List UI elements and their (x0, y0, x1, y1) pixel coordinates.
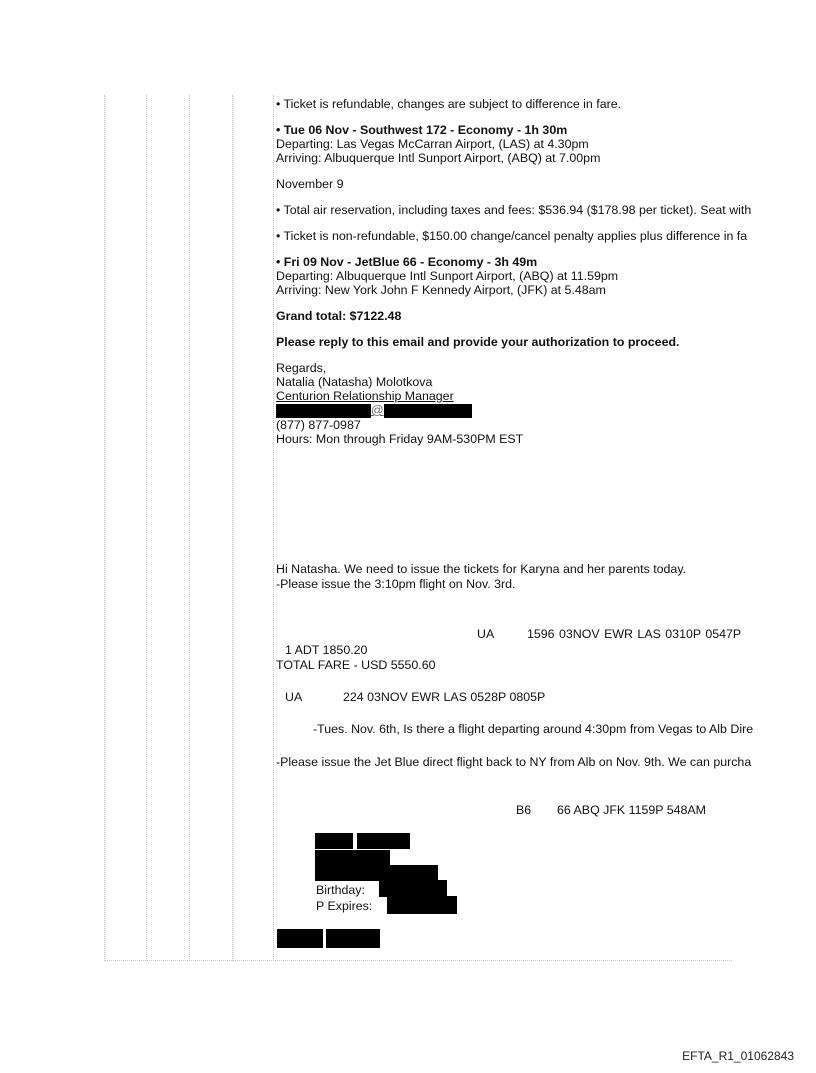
grand-total: Grand total: $7122.48 (276, 309, 402, 323)
redaction-box (326, 929, 380, 948)
closing: Regards, (276, 361, 327, 375)
b6-details: 66 ABQ JFK 1159P 548AM (557, 803, 707, 817)
expires-label: P Expires: (316, 899, 373, 913)
redaction-box (357, 833, 410, 849)
email-body (276, 97, 816, 458)
ua1596-details: 1596 03NOV EWR LAS 0310P 0547P (527, 627, 742, 641)
redaction-box (387, 896, 457, 914)
hours: Hours: Mon through Friday 9AM-530PM EST (276, 431, 524, 446)
ua1596-carrier: UA (477, 627, 495, 641)
nonrefundable-note: • Ticket is non-refundable, $150.00 change/cancel penalty applies plus difference in fa (276, 229, 748, 243)
sender-title: Centurion Relationship Manager (276, 389, 454, 403)
reply-greeting: Hi Natasha. We need to issue the tickets for Karyna and her parents today. (276, 562, 687, 576)
email-address (276, 403, 816, 418)
departing-line: Departing: Las Vegas McCarran Airport, (LAS) at 4.30pm (276, 137, 589, 151)
sender-name: Natalia (Natasha) Molotkova (276, 375, 433, 389)
reply-issue-line: -Please issue the 3:10pm flight on Nov. 3rd. (276, 577, 516, 591)
table-divider (104, 95, 105, 961)
phone: (877) 877-0987 (276, 417, 361, 432)
table-divider (146, 95, 147, 961)
redaction-box (379, 880, 447, 897)
arriving-line: Arriving: Albuquerque Intl Sunport Airport, (ABQ) at 7.00pm (276, 151, 601, 165)
authorization-request: Please reply to this email and provide your authorization to proceed. (276, 335, 680, 349)
redaction-box (315, 850, 390, 866)
table-divider (273, 95, 274, 961)
birthday-label: Birthday: (316, 883, 365, 897)
redaction-box (384, 404, 472, 418)
tues-question: -Tues. Nov. 6th, Is there a flight departing around 4:30pm from Vegas to Alb Dire (313, 722, 754, 736)
flight-nov9-block (276, 255, 816, 297)
at-sign: @ (371, 403, 384, 417)
date-heading: November 9 (276, 177, 344, 191)
ua224-details: 224 03NOV EWR LAS 0528P 0805P (343, 690, 546, 704)
flight-header: • Fri 09 Nov - JetBlue 66 - Economy - 3h 49m (276, 255, 538, 269)
table-divider (232, 95, 233, 961)
refundable-note: • Ticket is refundable, changes are subject to difference in fare. (276, 97, 622, 111)
document-id: EFTA_R1_01062843 (682, 1049, 794, 1063)
arriving-line: Arriving: New York John F Kennedy Airport, (JFK) at 5.48am (276, 283, 606, 297)
jetblue-request: -Please issue the Jet Blue direct flight back to NY from Alb on Nov. 9th. We can purcha (276, 755, 752, 769)
redaction-box (277, 929, 323, 948)
departing-line: Departing: Albuquerque Intl Sunport Airport, (ABQ) at 11.59pm (276, 269, 619, 283)
signature-block (276, 361, 816, 446)
flight-nov6-block (276, 123, 816, 165)
total-air-line: • Total air reservation, including taxes and fees: $536.94 ($178.98 per ticket). Seat with (276, 203, 752, 217)
total-fare: TOTAL FARE - USD 5550.60 (276, 658, 436, 672)
flight-header: • Tue 06 Nov - Southwest 172 - Economy - 1h 30m (276, 123, 568, 137)
table-divider (189, 95, 190, 961)
b6-carrier: B6 (516, 803, 532, 817)
ua224-carrier: UA (285, 690, 303, 704)
redaction-box (276, 404, 371, 418)
redaction-box (315, 865, 438, 881)
fare-line: 1 ADT 1850.20 (285, 643, 368, 657)
redaction-box (315, 833, 353, 849)
table-divider (104, 960, 732, 961)
